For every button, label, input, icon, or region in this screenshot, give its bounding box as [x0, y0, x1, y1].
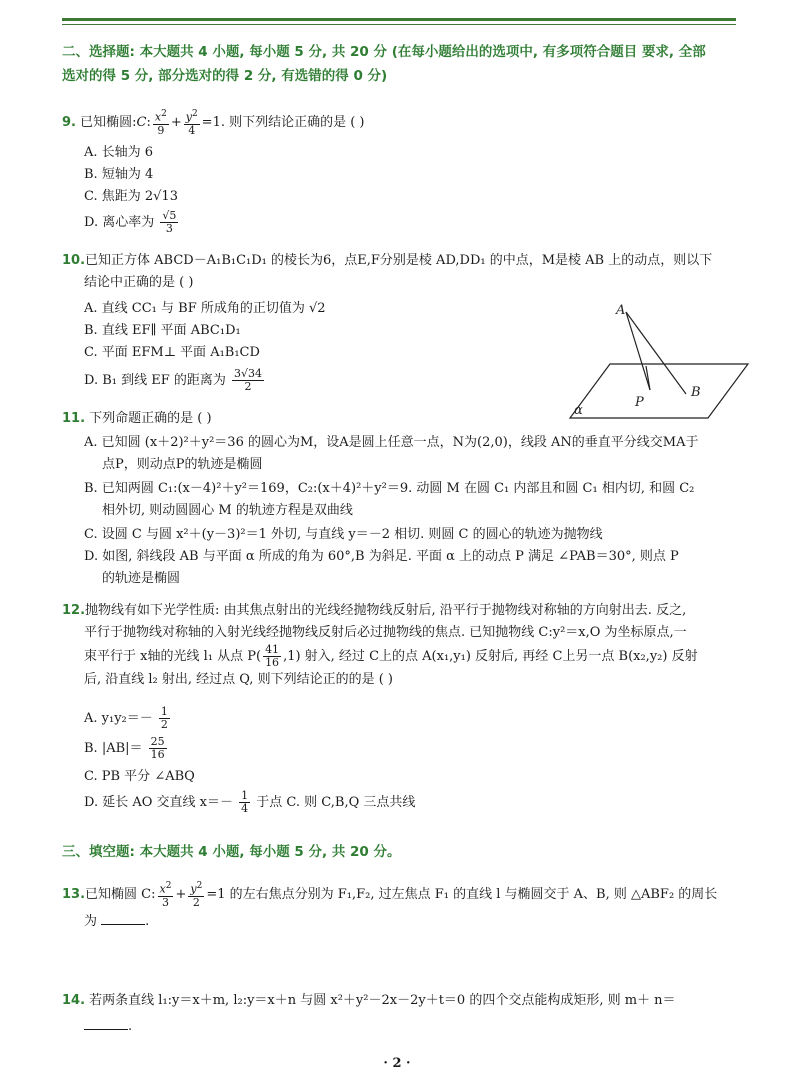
fraction: $\frac{41}{16}$ [265, 643, 280, 669]
answer-blank[interactable] [101, 912, 145, 925]
q10-option-b: B. 直线 EF∥ 平面 ABC₁D₁ [84, 323, 241, 338]
q12-option-d: D. 延长 AO 交直线 x＝－ $\frac{1}{4}$ 于点 C. 则 C,B,Q 三点共线 [84, 789, 416, 815]
top-rule-thin [62, 24, 736, 25]
question-number: 10. [62, 253, 86, 268]
label-b: B [691, 385, 701, 400]
q11-option-b: B. 已知两圆 C₁:(x－4)²＋y²＝169，C₂:(x＋4)²＋y²＝9. 动圆 M 在圆 C₁ 内部且和圆 C₁ 相内切, 和圆 C₂ 相外切, 则动圆圆心 M 的轨迹方程是双曲线 [84, 481, 695, 518]
q12-option-b: B. |AB|＝ $\frac{25}{16}$ [84, 735, 165, 761]
q12-option-c: C. PB 平分 ∠ABQ [84, 769, 195, 784]
q9-option-b: B. 短轴为 4 [84, 167, 154, 182]
q12-option-a: A. y₁y₂＝－ $\frac{1}{2}$ [84, 705, 168, 731]
label-p: P [635, 395, 644, 410]
question-number: 11. [62, 411, 86, 426]
section-3-header: 三、填空题: 本大题共 4 小题, 每小题 5 分, 共 20 分。 [62, 844, 401, 860]
label-a: A [616, 303, 626, 318]
fraction: $\frac{x^2}{3}$ [159, 881, 172, 909]
fraction: $\frac{√5}{3}$ [162, 209, 177, 235]
section-2-header: 二、选择题: 本大题共 4 小题, 每小题 5 分, 共 20 分 (在每小题给出的选项中, 有多项符合题目 要求, 全部 选对的得 5 分, 部分选对的得 2 分, 有选错的得 0 分) [62, 44, 706, 84]
plane-line-figure [560, 292, 750, 428]
q10-option-d: D. B₁ 到线 EF 的距离为 $\frac{3√34}{2}$ [84, 367, 263, 393]
q11-option-c: C. 设圆 C 与圆 x²＋(y－3)²＝1 外切, 与直线 y＝－2 相切. 则圆 C 的圆心的轨迹为抛物线 [84, 527, 603, 542]
q9-option-a: A. 长轴为 6 [84, 145, 154, 160]
answer-blank[interactable] [84, 1017, 128, 1030]
question-13: 13.已知椭圆 C: $\frac{x^2}{3}$ + $\frac{y^2}{2}$ =1 的左右焦点分别为 F₁,F₂, 过左焦点 F₁ 的直线 l 与椭圆交于 A、B, 则 △ABF₂ 的周长 为 . [62, 881, 718, 929]
q10-option-c: C. 平面 EFM⊥ 平面 A₁B₁CD [84, 345, 260, 360]
question-9: 9. 已知椭圆:C: $\frac{x^2}{9}$ + $\frac{y^2}{4}$ =1. 则下列结论正确的是 ( ) [62, 109, 365, 137]
question-14: 14. 若两条直线 l₁:y＝x＋m, l₂:y＝x＋n 与圆 x²＋y²－2x－2y＋t＝0 的四个交点能构成矩形, 则 m＋ n＝ . [62, 993, 676, 1034]
q11-option-a: A. 已知圆 (x＋2)²＋y²＝36 的圆心为M，设A是圆上任意一点，N为(2,0)，线段 AN的垂直平分线交MA于 点P，则动点P的轨迹是椭圆 [84, 435, 699, 472]
fraction: $\frac{x^2}{9}$ [154, 109, 167, 137]
fraction: $\frac{1}{2}$ [160, 705, 168, 731]
segment-ab [626, 312, 686, 394]
question-number: 13. [62, 886, 86, 902]
q11-option-d: D. 如图, 斜线段 AB 与平面 α 所成的角为 60°,B 为斜足. 平面 α 上的动点 P 满足 ∠PAB＝30°, 则点 P 的轨迹是椭圆 [84, 549, 679, 586]
q9-option-c: C. 焦距为 2√13 [84, 189, 178, 204]
page-number: · 2 · [383, 1056, 411, 1071]
plane-alpha [570, 364, 748, 418]
question-11: 11. 下列命题正确的是 ( ) [62, 411, 212, 426]
question-number: 12. [62, 603, 86, 618]
question-number: 9. [62, 114, 76, 130]
fraction: $\frac{1}{4}$ [241, 789, 249, 815]
q10-option-a: A. 直线 CC₁ 与 BF 所成角的正切值为 √2 [84, 301, 326, 316]
segment-ap [626, 312, 650, 390]
fraction: $\frac{y^2}{4}$ [185, 109, 198, 137]
fraction: $\frac{3√34}{2}$ [234, 367, 263, 393]
q9-option-d: D. 离心率为 $\frac{√5}{3}$ [84, 209, 177, 235]
question-number: 14. [62, 993, 86, 1008]
top-rule-thick [62, 18, 736, 21]
question-12: 12.抛物线有如下光学性质: 由其焦点射出的光线经抛物线反射后, 沿平行于抛物线对称轴的方向射出去. 反之, 平行于抛物线对称轴的入射光线经抛物线反射后必过抛物线的焦点. 已知抛物线 C:y²＝x,O 为坐标原点,一 束平行于 x轴的光线 l₁ 从点 P( $\frac{41}{16}$ ,1) 射入, 经过 C上的点 A(x₁,y₁) 反射后, 再经 C上另一点 B(x₂,y₂) 反射 后, 沿直线 l₂ 射出, 经过点 Q, 则下列结论正的的是 ( ) [62, 603, 698, 687]
question-10: 10.已知正方体 ABCD－A₁B₁C₁D₁ 的棱长为6，点E,F分别是棱 AD,DD₁ 的中点，M是棱 AB 上的动点，则以下 结论中正确的是 ( ) [62, 253, 713, 290]
fraction: $\frac{y^2}{2}$ [190, 881, 203, 909]
fraction: $\frac{25}{16}$ [150, 735, 165, 761]
label-alpha: α [574, 403, 583, 418]
